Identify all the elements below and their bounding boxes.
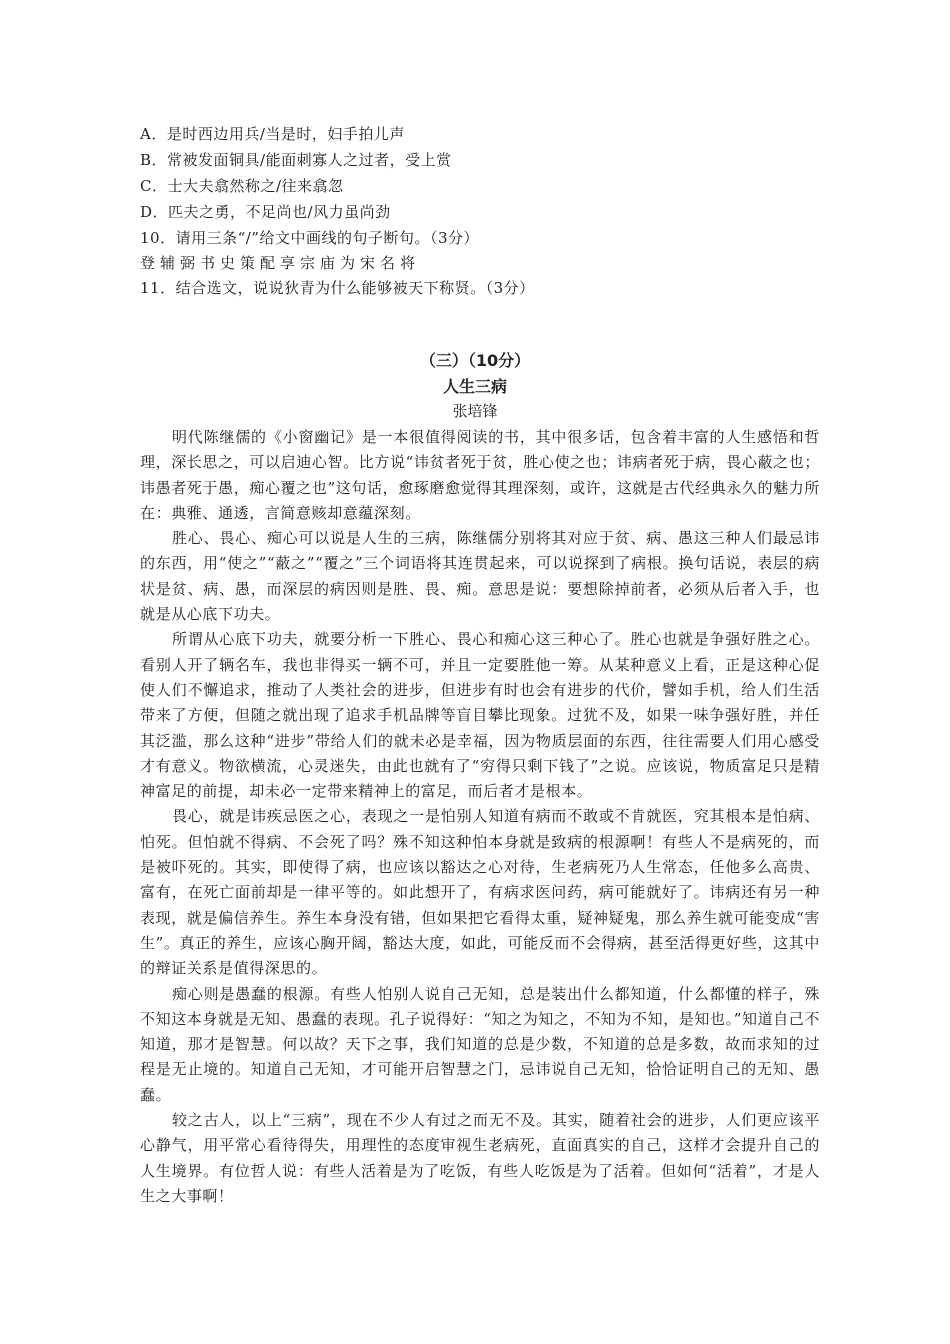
paragraph: 畏心，就是讳疾忌医之心，表现之一是怕别人知道有病而不敢或不肯就医，究其根本是怕病、怕死。但怕就不得病、不会死了吗？殊不知这种怕本身就是致病的根源啊！有些人不是病死的，而是被吓死的。其实，即使得了病，也应该以豁达之心对待，生老病死乃人生常态，任他多么高贵、富有，在死亡面前却是一律平等的。如此想开了，有病求医问药，病可能就好了。讳病还有另一种表现，就是偏信养生。养生本身没有错，但如果把它看得太重，疑神疑鬼，那么养生就可能变成“害生”。真正的养生，应该心胸开阔，豁达大度，如此，可能反而不会得病，甚至活得更好些，这其中的辩证关系是值得深思的。 [140, 807, 820, 978]
option-d: D．匹夫之勇，不足尚也/风力虽尚劲 [140, 203, 391, 221]
question-11-prompt: 11．结合选文，说说狄青为什么能够被天下称贤。（3分） [140, 279, 535, 297]
option-b: B．常被发面铜具/能面刺寡人之过者，受上赏 [140, 151, 452, 169]
paragraph: 较之古人，以上“三病”，现在不少人有过之而无不及。其实，随着社会的进步，人们更应该平心静气，用平常心看待得失，用理性的态度审视生老病死，直面真实的自己，这样才会提升自己的人生境界。有位哲人说：有些人活着是为了吃饭，有些人吃饭是为了活着。但如何“活着”，才是人生之大事啊！ [140, 1111, 820, 1205]
paragraph: 所谓从心底下功夫，就要分析一下胜心、畏心和痴心这三种心了。胜心也就是争强好胜之心。看别人开了辆名车，我也非得买一辆不可，并且一定要胜他一筹。从某种意义上看，正是这种心促使人们不懈追求，推动了人类社会的进步，但进步有时也会有进步的代价，譬如手机，给人们生活带来了方便，但随之就出现了追求手机品牌等盲目攀比现象。过犹不及，如果一味争强好胜，并任其泛滥，那么这种“进步”带给人们的就未必是幸福，因为物质层面的东西，往往需要人们用心感受才有意义。物欲横流，心灵迷失，由此也就有了“穷得只剩下钱了”之说。应该说，物质富足只是精神富足的前提，却未必一定带来精神上的富足，而后者才是根本。 [140, 630, 820, 801]
question-10-prompt: 10．请用三条“/”给文中画线的句子断句。（3分） [140, 229, 480, 247]
question-10-sentence: 登辅弼书史策配享宗庙为宋名将 [140, 254, 421, 272]
article-title: 人生三病 [442, 377, 507, 396]
section-heading: （三）（10分） [419, 351, 531, 370]
article-body [140, 425, 820, 1209]
option-a: A．是时西边用兵/当是时，妇手拍儿声 [140, 125, 405, 143]
paragraph: 痴心则是愚蠢的根源。有些人怕别人说自己无知，总是装出什么都知道，什么都懂的样子，殊不知这本身就是无知、愚蠢的表现。孔子说得好：“知之为知之，不知为不知，是知也。”知道自己不知道，那才是智慧。何以故？天下之事，我们知道的总是少数，不知道的总是多数，故而求知的过程是无止境的。知道自己无知，才可能开启智慧之门，忌讳说自己无知，恰恰证明自己的无知、愚蠢。 [140, 984, 820, 1104]
article-author: 张培锋 [452, 402, 498, 420]
option-c: C．士大夫翕然称之/往来翕忽 [140, 177, 344, 195]
paragraph: 胜心、畏心、痴心可以说是人生的三病，陈继儒分别将其对应于贫、病、愚这三种人们最忌讳的东西，用“使之”“蔽之”“覆之”三个词语将其连贯起来，可以说探到了病根。换句话说，表层的病状是贫、病、愚，而深层的病因则是胜、畏、痴。意思是说：要想除掉前者，必须从后者入手，也就是从心底下功夫。 [140, 529, 820, 624]
paragraph: 明代陈继儒的《小窗幽记》是一本很值得阅读的书，其中很多话，包含着丰富的人生感悟和哲理，深长思之，可以启迪心智。比方说“讳贫者死于贫，胜心使之也；讳病者死于病，畏心蔽之也；讳愚者死于愚，痴心覆之也”这句话，愈琢磨愈觉得其理深刻，或许，这就是古代经典永久的魅力所在：典雅、通透，言简意赅却意蕴深刻。 [140, 428, 820, 522]
